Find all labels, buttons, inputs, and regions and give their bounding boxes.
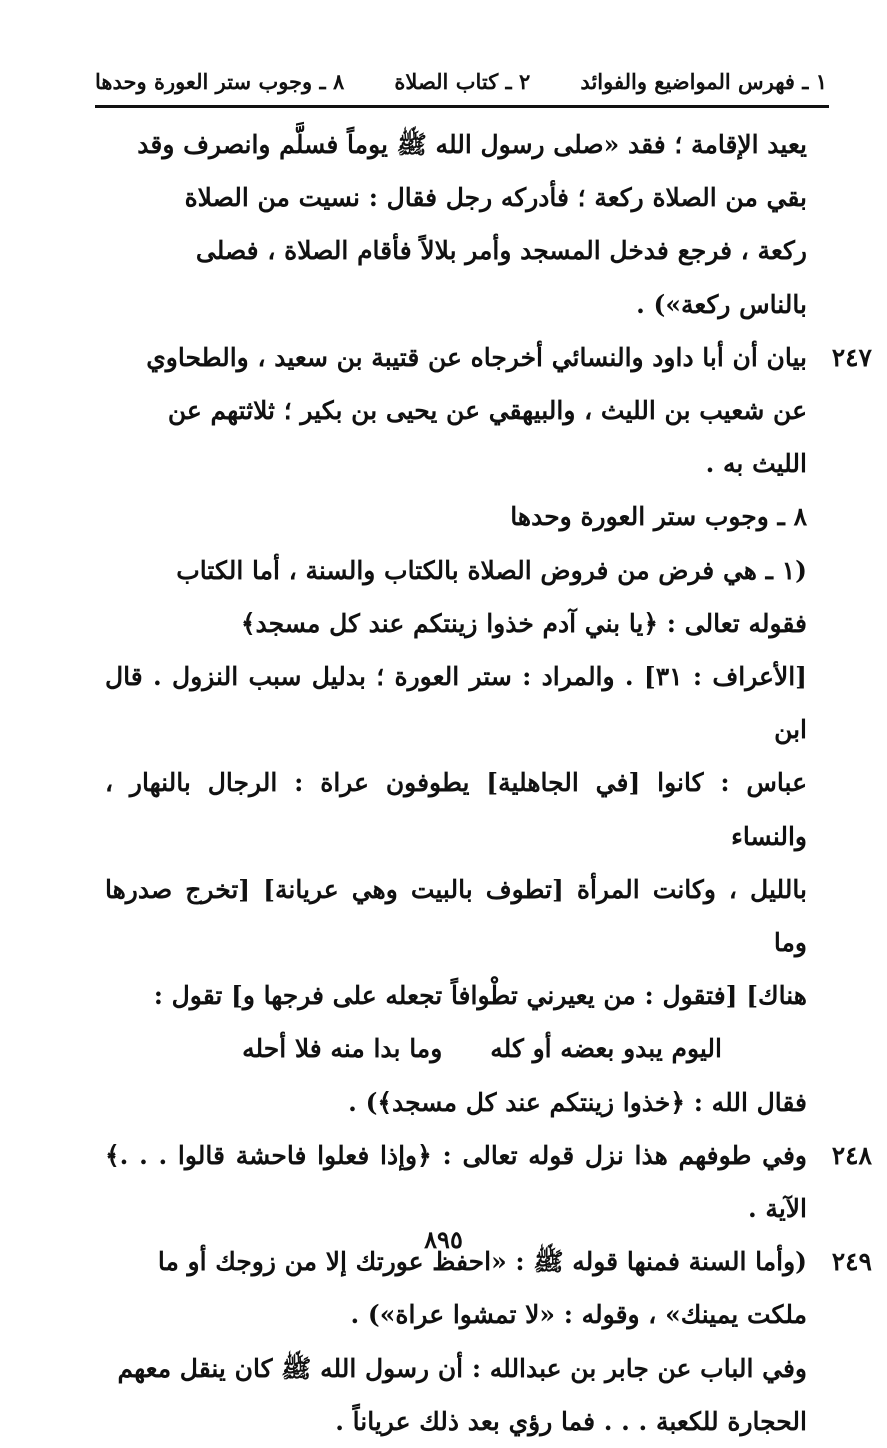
header-rule bbox=[95, 105, 829, 108]
verse-second-hemistich: وما بدا منه فلا أحله bbox=[242, 1034, 443, 1064]
text-line: [الأعراف : ٣١] . والمراد : ستر العورة ؛ بدليل سبب النزول . قال ابن bbox=[105, 662, 807, 745]
text-line: بالناس ركعة») . bbox=[636, 289, 807, 319]
text-line: ٢٤٧ بيان أن أبا داود والنسائي أخرجاه عن قتيبة بن سعيد ، والطحاوي bbox=[105, 331, 807, 384]
text-line: ٢٤٩ (وأما السنة فمنها قوله ﷺ : «احفظ عورتك إلا من زوجك أو ما bbox=[105, 1235, 807, 1288]
header-center: ٢ ـ كتاب الصلاة bbox=[394, 68, 531, 94]
text-line: يعيد الإقامة ؛ فقد «صلى رسول الله ﷺ يوماً فسلَّم وانصرف وقد bbox=[137, 130, 807, 159]
header-right: ١ ـ فهرس المواضيع والفوائد bbox=[580, 68, 827, 94]
text-line: عن شعيب بن الليث ، والبيهقي عن يحيى بن بكير ؛ ثلاثتهم عن bbox=[167, 396, 807, 426]
text-line: فقوله تعالى : ﴿يا بني آدم خذوا زينتكم عند كل مسجد﴾ bbox=[240, 608, 807, 638]
text-line: هناك] [فتقول : من يعيرني تطْوافاً تجعله على فرجها و] تقول : bbox=[153, 981, 807, 1011]
text-line: وفي الباب عن جابر بن عبدالله : أن رسول الله ﷺ كان ينقل معهم bbox=[117, 1353, 807, 1383]
section-heading: ٨ ـ وجوب ستر العورة وحدها bbox=[510, 502, 807, 532]
text-line: ٢٤٨ وفي طوفهم هذا نزل قوله تعالى : ﴿وإذا فعلوا فاحشة قالوا . . .﴾ الآية . bbox=[105, 1129, 807, 1235]
text-line: (١ ـ هي فرض من فروض الصلاة بالكتاب والسنة ، أما الكتاب bbox=[176, 555, 807, 585]
text-line: بقي من الصلاة ركعة ؛ فأدركه رجل فقال : نسيت من الصلاة bbox=[184, 183, 807, 213]
line-number: ٢٤٧ bbox=[831, 342, 872, 372]
page-number: ٨٩٥ bbox=[424, 1225, 463, 1254]
running-header bbox=[95, 58, 827, 104]
text-line: فقال الله : ﴿خذوا زينتكم عند كل مسجد﴾) . bbox=[348, 1087, 807, 1117]
text-line: الليث به . bbox=[705, 449, 807, 479]
text-line: بالليل ، وكانت المرأة [تطوف بالبيت وهي عريانة] [تخرج صدرها وما bbox=[105, 874, 807, 958]
verse-first-hemistich: اليوم يبدو بعضه أو كله bbox=[490, 1034, 722, 1064]
line-number: ٢٤٩ bbox=[831, 1247, 872, 1277]
text-line: ركعة ، فرجع فدخل المسجد وأمر بلالاً فأقام الصلاة ، فصلى bbox=[195, 236, 807, 266]
text-line: ملكت يمينك» ، وقوله : «لا تمشوا عراة») . bbox=[350, 1300, 807, 1330]
text-line: الحجارة للكعبة . . . فما رؤي بعد ذلك عرياناً . bbox=[335, 1406, 807, 1436]
poetry-verse bbox=[105, 1022, 807, 1075]
header-left: ٨ ـ وجوب ستر العورة وحدها bbox=[95, 68, 345, 94]
line-number: ٢٤٨ bbox=[831, 1140, 872, 1170]
text-line: عباس : كانوا [في الجاهلية] يطوفون عراة : الرجال بالنهار ، والنساء bbox=[105, 768, 807, 851]
